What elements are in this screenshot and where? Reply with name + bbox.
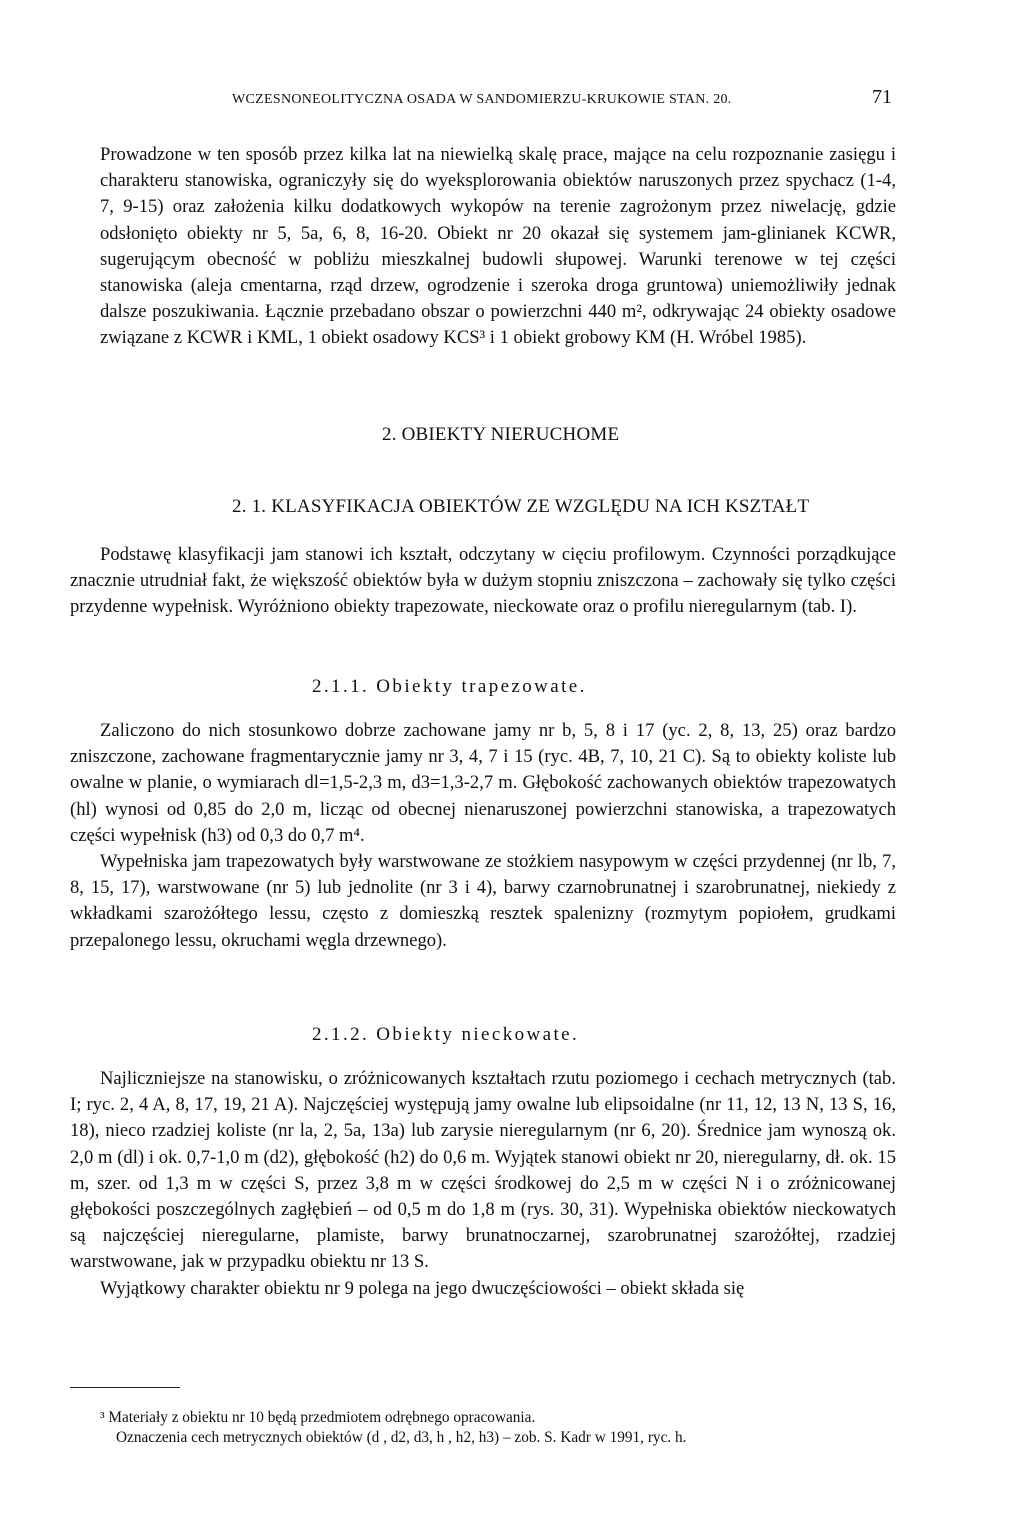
footnote-4: Oznaczenia cech metrycznych obiektów (d , d2, d3, h , h2, h3) – zob. S. Kadr w 1991, ryc. h. <box>116 1429 687 1446</box>
trapezoid-paragraph-2: Wypełniska jam trapezowatych były warstwowane ze stożkiem nasypowym w części przydennej (nr lb, 7, 8, 15, 17), warstwowane (nr 5) lub jednolite (nr 3 i 4), barwy czarnobrunatnej i szarobrunatnej, niekiedy z wkładkami szarożółtego lessu, często z domieszką resztek spalenizny (rozmytym popiołem, grudkami przepalonego lessu, okruchami węgla drzewnego). <box>70 851 896 951</box>
subsection-heading-2-1-2: 2.1.2. Obiekty nieckowate. <box>312 1024 580 1045</box>
footnote-3: ³ Materiały z obiektu nr 10 będą przedmiotem odrębnego opracowania. <box>100 1409 536 1426</box>
classification-paragraph: Podstawę klasyfikacji jam stanowi ich kształt, odczytany w cięciu profilowym. Czynności porządkujące znacznie utrudniał fakt, że większość obiektów była w dużym stopniu zniszczona – zachowały się tylko części przydenne wypełnisk. Wyróżniono obiekty trapezowate, nieckowate oraz o profilu nieregularnym (tab. I). <box>70 544 896 618</box>
trough-paragraph-2: Wyjątkowy charakter obiektu nr 9 polega na jego dwuczęściowości – obiekt składa się <box>100 1277 745 1299</box>
intro-section <box>100 142 896 352</box>
section-heading-2: 2. OBIEKTY NIERUCHOME <box>382 424 620 445</box>
footnotes <box>70 1408 896 1448</box>
trough-paragraph-1: Najliczniejsze na stanowisku, o zróżnicowanych kształtach rzutu poziomego i cechach metrycznych (tab. I; ryc. 2, 4 A, 8, 17, 19, 21 A). Najczęściej występują jamy owalne lub elipsoidalne (nr 11, 12, 13 N, 13 S, 16, 18), nieco rzadziej koliste (nr la, 2, 5a, 13a) lub zarysie nieregularnym (nr 6, 20). Średnice jam wynoszą ok. 2,0 m (dl) i ok. 0,7-1,0 m (d2), głębokość (h2) do 0,6 m. Wyjątek stanowi obiekt nr 20, nieregularny, dł. ok. 15 m, szer. od 1,3 m w części S, przez 3,8 m w części środkowej do 2,5 m w części N i o zróżnicowanej głębokości poszczególnych zagłębień – od 0,5 m do 1,8 m (rys. 30, 31). Wypełniska obiektów nieckowatych są najczęściej nieregularne, plamiste, barwy brunatnoczarnej, szarobrunatnej szarożółtej, rzadziej warstwowane, jak w przypadku obiektu nr 13 S. <box>70 1068 896 1273</box>
running-header: WCZESNONEOLITYCZNA OSADA W SANDOMIERZU-KRUKOWIE STAN. 20. <box>232 92 732 107</box>
footnote-divider <box>70 1387 180 1388</box>
section-heading-2-1: 2. 1. KLASYFIKACJA OBIEKTÓW ZE WZGLĘDU NA ICH KSZTAŁT <box>232 496 810 517</box>
subsection-heading-2-1-1: 2.1.1. Obiekty trapezowate. <box>312 676 587 697</box>
trough-section <box>70 1066 896 1302</box>
classification-section <box>70 542 896 621</box>
page-number: 71 <box>872 86 892 108</box>
trapezoid-paragraph-1: Zaliczono do nich stosunkowo dobrze zachowane jamy nr b, 5, 8 i 17 (yc. 2, 8, 13, 25) oraz bardzo zniszczone, zachowane fragmentarycznie jamy nr 3, 4, 7 i 15 (ryc. 4B, 7, 10, 21 C). Są to obiekty koliste lub owalne w planie, o wymiarach dl=1,5-2,3 m, d3=1,3-2,7 m. Głębokość zachowanych obiektów trapezowatych (hl) wynosi od 0,85 do 2,0 m, licząc od obecnej nienaruszonej powierzchni stanowiska, a trapezowatych części wypełnisk (h3) od 0,3 do 0,7 m⁴. <box>70 720 896 846</box>
intro-paragraph: Prowadzone w ten sposób przez kilka lat na niewielką skalę prace, mające na celu rozpoznanie zasięgu i charakteru stanowiska, ograniczyły się do wyeksplorowania obiektów naruszonych przez spychacz (1-4, 7, 9-15) oraz założenia kilku dodatkowych wykopów na terenie zagrożonym przez niwelację, gdzie odsłonięto obiekty nr 5, 5a, 6, 8, 16-20. Obiekt nr 20 okazał się systemem jam-glinianek KCWR, sugerującym obecność w pobliżu mieszkalnej budowli słupowej. Warunki terenowe w tej części stanowiska (aleja cmentarna, rząd drzew, ogrodzenie i szeroka droga gruntowa) uniemożliwiły jednak dalsze poszukiwania. Łącznie przebadano obszar o powierzchni 440 m², odkrywając 24 obiekty osadowe związane z KCWR i KML, 1 obiekt osadowy KCS³ i 1 obiekt grobowy KM (H. Wróbel 1985). <box>100 144 896 349</box>
trapezoid-section <box>70 718 896 954</box>
